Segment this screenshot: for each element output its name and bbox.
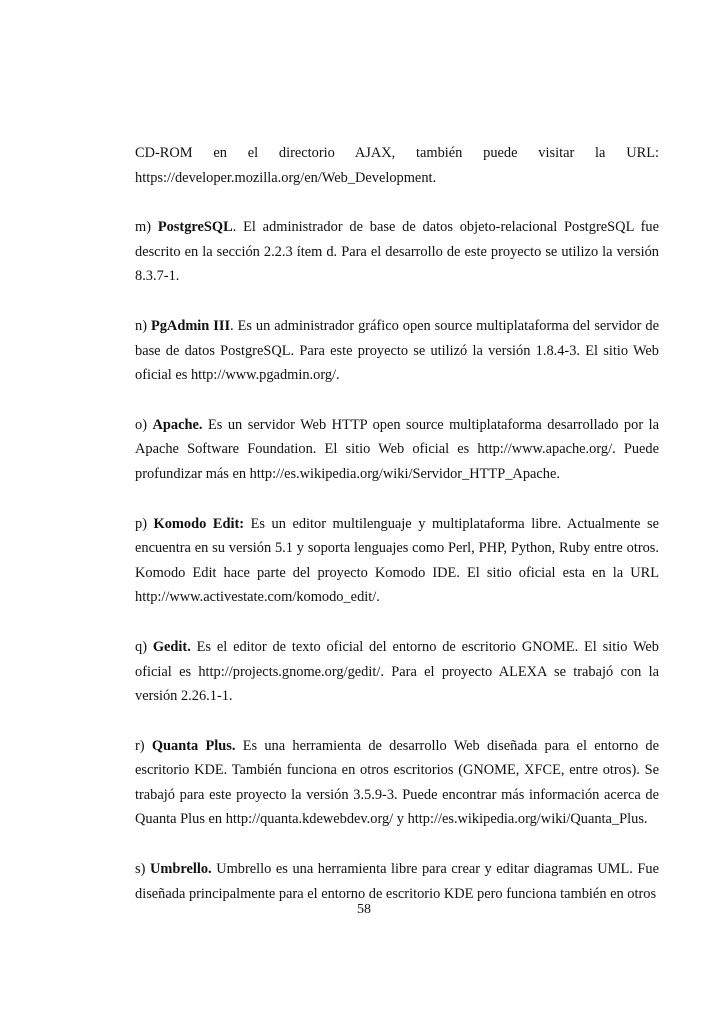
item-text: Umbrello es una herramienta libre para crear y editar diagramas UML. Fue diseñada principalmente para el entorno de escritorio KDE pero funciona también en otros — [135, 861, 659, 902]
item-term: Gedit. — [152, 638, 191, 655]
item-marker: q) — [135, 638, 147, 655]
item-term: Umbrello. — [149, 861, 212, 878]
list-item-umbrello — [135, 857, 659, 906]
item-marker: r) — [135, 737, 145, 754]
item-term: Quanta Plus. — [151, 737, 236, 754]
list-item-postgresql — [135, 215, 659, 289]
item-marker: n) — [135, 317, 147, 334]
item-term: Apache. — [152, 416, 203, 433]
item-marker: s) — [135, 861, 146, 878]
item-marker: m) — [135, 219, 151, 236]
item-term: Komodo Edit: — [153, 515, 245, 532]
item-term: PostgreSQL — [157, 219, 233, 236]
body-text — [135, 141, 659, 931]
item-text: . El administrador de base de datos objeto-relacional PostgreSQL fue descrito en la sección 2.2.3 ítem d. Para el desarrollo de este proyecto se utilizo la versión 8.3.7-1. — [135, 219, 659, 285]
page-number: 58 — [357, 902, 371, 917]
list-item-gedit — [135, 635, 659, 709]
list-item-apache — [135, 413, 659, 487]
item-text: . Es un administrador gráfico open source multiplataforma del servidor de base de datos PostgreSQL. Para este proyecto se utilizó la versión 1.8.4-3. El sitio Web oficial es http://www.pgadmin.org/. — [135, 317, 659, 384]
item-term: PgAdmin III — [150, 317, 231, 334]
continuation-paragraph — [135, 141, 659, 190]
item-marker: o) — [135, 416, 147, 433]
list-item-quanta-plus — [135, 734, 659, 832]
list-item-pgadmin — [135, 314, 659, 388]
item-text: Es un servidor Web HTTP open source multiplataforma desarrollado por la Apache Software Foundation. El sitio Web oficial es http://www.apache.org/. Puede profundizar más en http://es.wikipedia.org/wiki/Servidor_HTTP_Apache. — [135, 416, 659, 482]
continuation-line-2: https://developer.mozilla.org/en/Web_Development. — [135, 169, 437, 186]
list-item-komodo-edit — [135, 512, 659, 610]
item-marker: p) — [135, 515, 147, 532]
continuation-line-1: CD-ROM en el directorio AJAX, también puede visitar la URL: — [135, 145, 659, 161]
item-text: Es una herramienta de desarrollo Web diseñada para el entorno de escritorio KDE. También funciona en otros escritorios (GNOME, XFCE, entre otros). Se trabajó para este proyecto la versión 3.5.9-3. Puede encontrar más información acerca de Quanta Plus en http://quanta.kdewebdev.org/ y http://es.wikipedia.org/wiki/Quanta_Plus. — [135, 737, 659, 828]
item-text: Es el editor de texto oficial del entorno de escritorio GNOME. El sitio Web oficial es http://projects.gnome.org/gedit/. Para el proyecto ALEXA se trabajó con la versión 2.26.1-1. — [135, 638, 659, 705]
item-text: Es un editor multilenguaje y multiplataforma libre. Actualmente se encuentra en su versión 5.1 y soporta lenguajes como Perl, PHP, Python, Ruby entre otros. Komodo Edit hace parte del proyecto Komodo IDE. El sitio oficial esta en la URL http://www.activestate.com/komodo_edit/. — [135, 515, 659, 606]
